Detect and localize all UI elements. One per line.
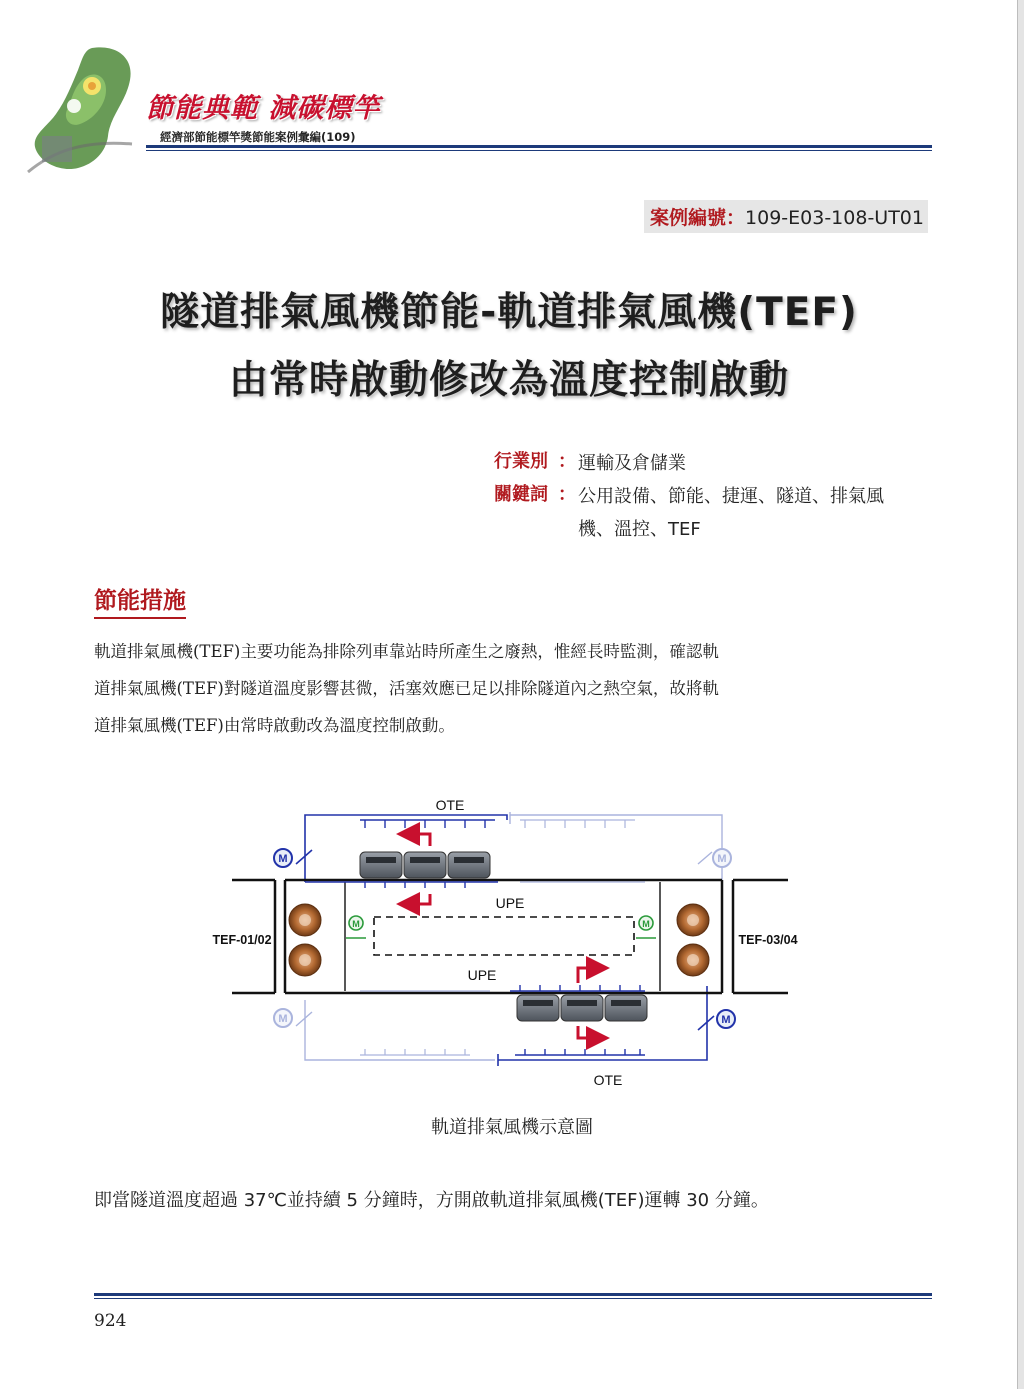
page-number: 924 xyxy=(94,1311,127,1331)
motor-label-6: M xyxy=(642,919,650,929)
industry-row xyxy=(494,447,918,480)
train-upper xyxy=(360,852,490,878)
upe-label-bottom: UPE xyxy=(467,967,497,983)
measure-paragraph xyxy=(94,633,932,744)
case-number-box xyxy=(644,200,928,233)
upe-slots-lower xyxy=(510,985,645,991)
keywords-row xyxy=(494,480,918,546)
header-rule xyxy=(146,145,932,148)
ote-label-bottom: OTE xyxy=(593,1072,623,1088)
motor-label-4: M xyxy=(721,1014,731,1026)
brand-slogan: 節能典範 減碳標竿 xyxy=(146,93,381,124)
motor-label-2: M xyxy=(717,853,727,865)
platform-area xyxy=(374,917,634,955)
motor-label-5: M xyxy=(352,919,360,929)
case-number-label: 案例編號 xyxy=(649,207,726,229)
keywords-colon: ： xyxy=(558,484,576,505)
tef-label-left: TEF-01/02 xyxy=(212,933,272,947)
keywords-label: 關鍵詞 xyxy=(494,484,548,505)
diagram-caption: 軌道排氣風機示意圖 xyxy=(431,1117,593,1138)
motor-label-1: M xyxy=(278,853,288,865)
industry-value: 運輸及倉儲業 xyxy=(578,453,686,474)
section-heading: 節能措施 xyxy=(94,582,186,619)
page-edge xyxy=(1017,0,1024,1389)
ote-label-top: OTE xyxy=(435,797,465,813)
keywords-value: 公用設備、節能、捷運、隧道、排氣風機、溫控、TEF xyxy=(578,486,884,540)
brand-subtitle: 經濟部節能標竿獎節能案例彙編(109) xyxy=(160,130,356,144)
fan-icon xyxy=(289,904,709,976)
motor-label-3: M xyxy=(278,1013,288,1025)
measure-line-1: 軌道排氣風機(TEF)主要功能為排除列車靠站時所產生之廢熱，惟經長時監測，確認軌 xyxy=(94,642,719,661)
motor-icon xyxy=(274,849,735,1030)
page-title-line1: 隧道排氣風機節能-軌道排氣風機(TEF) xyxy=(160,290,858,335)
page-title-line2: 由常時啟動修改為溫度控制啟動 xyxy=(228,358,789,403)
industry-colon: ： xyxy=(558,451,576,472)
header-rule-thin xyxy=(146,150,932,151)
upe-slots-upper xyxy=(305,882,498,888)
measure-line-2: 道排氣風機(TEF)對隧道溫度影響甚微，活塞效應已足以排除隧道內之熱空氣，故將軌 xyxy=(94,679,719,698)
upe-label-top: UPE xyxy=(495,895,525,911)
case-number-value: 109-E03-108-UT01 xyxy=(745,207,924,229)
tef-diagram xyxy=(190,790,830,1100)
control-rule-text: 即當隧道溫度超過 37℃並持續 5 分鐘時，方開啟軌道排氣風機(TEF)運轉 30 分鐘。 xyxy=(94,1190,769,1211)
footer-rule xyxy=(94,1293,932,1296)
tef-label-right: TEF-03/04 xyxy=(738,933,798,947)
industry-label: 行業別 xyxy=(494,451,548,472)
footer-rule-thin xyxy=(94,1298,932,1299)
measure-line-3: 道排氣風機(TEF)由常時啟動改為溫度控制啟動。 xyxy=(94,716,455,735)
case-number-colon: ： xyxy=(726,207,746,229)
train-lower xyxy=(517,995,647,1021)
